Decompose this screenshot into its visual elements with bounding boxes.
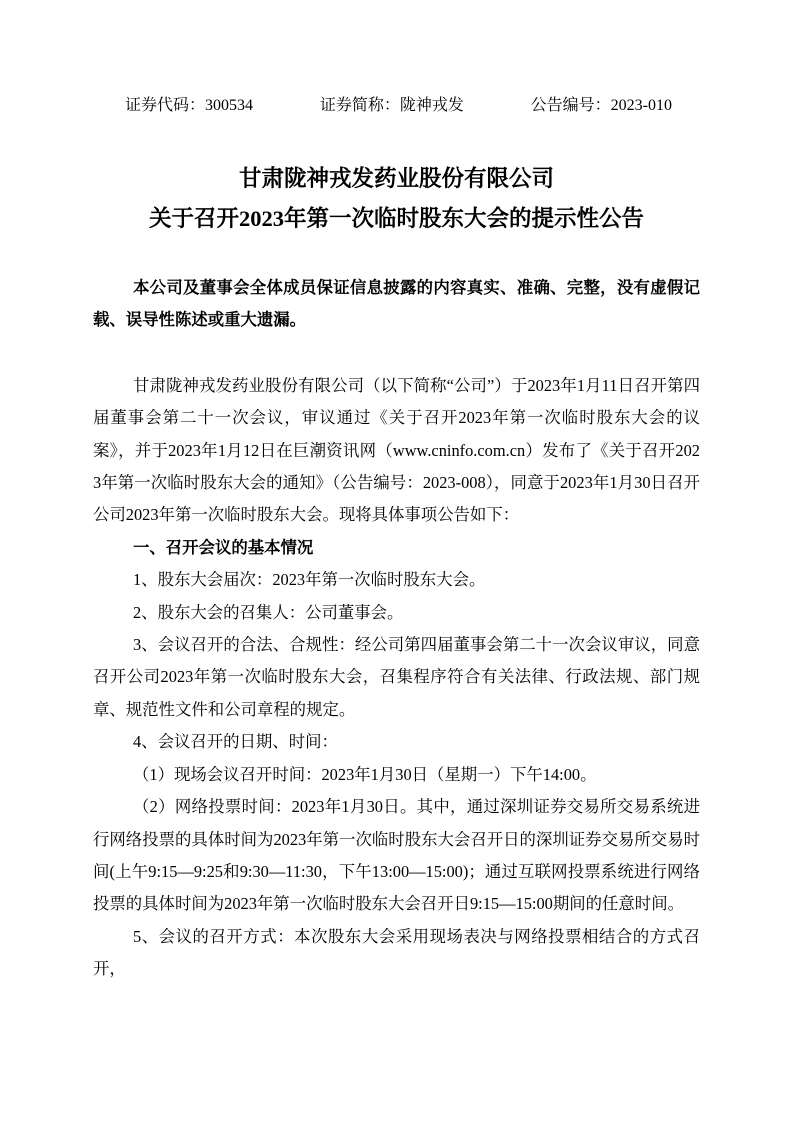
disclosure-notice: 本公司及董事会全体成员保证信息披露的内容真实、准确、完整，没有虚假记载、误导性陈述或重大遗漏。 <box>93 278 700 330</box>
item-meeting-session: 1、股东大会届次：2023年第一次临时股东大会。 <box>133 570 486 590</box>
document-header <box>125 97 672 114</box>
securities-abbr: 证券简称：陇神戎发 <box>319 97 464 114</box>
item-meeting-method: 5、会议的召开方式：本次股东大会采用现场表决与网络投票相结合的方式召开， <box>93 926 700 979</box>
securities-code: 证券代码：300534 <box>125 97 254 114</box>
announcement-number: 公告编号：2023-010 <box>530 97 672 114</box>
company-name-title: 甘肃陇神戎发药业股份有限公司 <box>238 166 554 191</box>
intro-paragraph: 甘肃陇神戎发药业股份有限公司（以下简称“公司”）于2023年1月11日召开第四届董事会第二十一次会议，审议通过《关于召开2023年第一次临时股东大会的议案》，并于2023年1月12日在巨潮资讯网（www.cninfo.com.cn）发布了《关于召开2023年第一次临时股东大会的通知》（公告编号：2023-008），同意于2023年1月30日召开公司2023年第一次临时股东大会。现将具体事项公告如下： <box>93 375 700 525</box>
announcement-title: 关于召开2023年第一次临时股东大会的提示性公告 <box>148 206 644 231</box>
item-online-voting-time: （2）网络投票时间：2023年1月30日。其中，通过深圳证券交易所交易系统进行网络投票的具体时间为2023年第一次临时股东大会召开日的深圳证券交易所交易时间(上午9:15—9:25和9:30—11:30，下午13:00—15:00)；通过互联网投票系统进行网络投票的具体时间为2023年第一次临时股东大会召开日9:15—15:00期间的任意时间。 <box>93 797 700 914</box>
section-1-heading: 一、召开会议的基本情况 <box>133 537 314 557</box>
item-legality: 3、会议召开的合法、合规性：经公司第四届董事会第二十一次会议审议，同意召开公司2023年第一次临时股东大会，召集程序符合有关法律、行政法规、部门规章、规范性文件和公司章程的规定。 <box>93 635 700 719</box>
item-convener: 2、股东大会的召集人：公司董事会。 <box>133 602 404 622</box>
item-onsite-meeting-time: （1）现场会议召开时间：2023年1月30日（星期一）下午14:00。 <box>133 764 597 784</box>
item-date-time: 4、会议召开的日期、时间： <box>133 732 338 752</box>
